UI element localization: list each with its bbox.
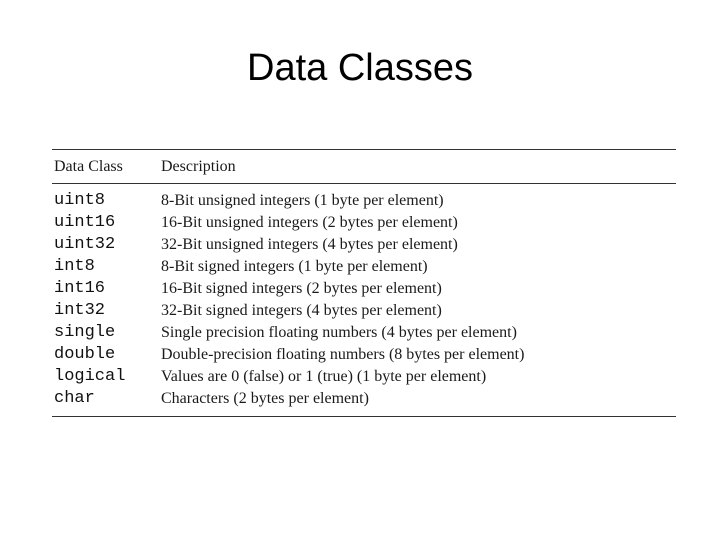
data-class-cell: uint8 <box>54 191 106 210</box>
table-row <box>52 322 676 344</box>
description-cell: 32-Bit unsigned integers (4 bytes per element) <box>161 236 458 253</box>
table-body <box>52 184 676 417</box>
data-classes-table-container <box>52 149 676 417</box>
table-row <box>52 212 676 234</box>
data-class-cell: char <box>52 388 161 417</box>
data-class-cell: single <box>54 323 116 342</box>
slide-title: Data Classes <box>247 47 473 89</box>
description-cell: Values are 0 (false) or 1 (true) (1 byte per element) <box>161 368 487 385</box>
data-class-cell: int8 <box>54 257 95 276</box>
data-classes-table <box>52 149 676 417</box>
table-row <box>52 388 676 417</box>
description-cell: 8-Bit unsigned integers (1 byte per element) <box>161 192 444 209</box>
table-row <box>52 300 676 322</box>
table-row <box>52 184 676 213</box>
description-cell: Characters (2 bytes per element) <box>161 388 676 417</box>
data-class-cell: int32 <box>54 301 106 320</box>
data-class-cell: uint16 <box>54 213 116 232</box>
description-cell: Single precision floating numbers (4 bytes per element) <box>161 324 517 341</box>
column-header-description: Description <box>161 150 676 184</box>
description-cell: Double-precision floating numbers (8 bytes per element) <box>161 346 525 363</box>
table-row <box>52 278 676 300</box>
table-row <box>52 234 676 256</box>
table-header-row <box>52 150 676 184</box>
description-cell: 16-Bit unsigned integers (2 bytes per element) <box>161 214 458 231</box>
data-class-cell: int16 <box>54 279 106 298</box>
table-row <box>52 366 676 388</box>
data-class-cell: uint32 <box>54 235 116 254</box>
description-cell: 32-Bit signed integers (4 bytes per element) <box>161 302 442 319</box>
data-class-cell: logical <box>54 367 126 386</box>
table-row <box>52 344 676 366</box>
table-header <box>52 150 676 184</box>
data-class-cell: double <box>54 345 116 364</box>
table-row <box>52 256 676 278</box>
column-header-data-class: Data Class <box>52 150 161 184</box>
description-cell: 8-Bit signed integers (1 byte per element) <box>161 258 428 275</box>
description-cell: 16-Bit signed integers (2 bytes per element) <box>161 280 442 297</box>
